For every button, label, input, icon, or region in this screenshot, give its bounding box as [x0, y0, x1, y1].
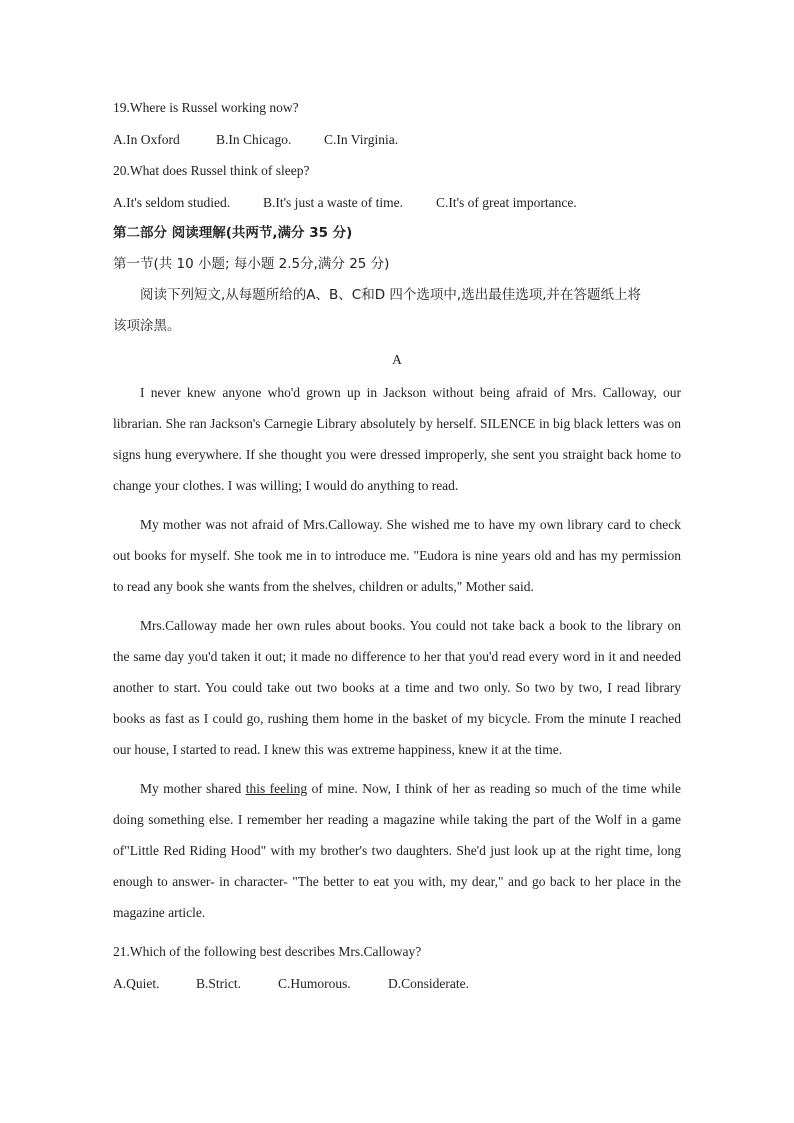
q19-option-a: A.In Oxford: [113, 132, 180, 147]
instruction-line-1: 阅读下列短文,从每题所给的A、B、C和D 四个选项中,选出最佳选项,并在答题纸上将: [140, 287, 641, 303]
instruction-line-2: 该项涂黑。: [113, 318, 181, 334]
q19-option-b: B.In Chicago.: [216, 132, 292, 147]
p4-text-before: My mother shared: [140, 781, 246, 796]
q21-option-a: A.Quiet.: [113, 976, 160, 991]
section-1-title: 第一节(共 10 小题; 每小题 2.5分,满分 25 分): [113, 256, 390, 272]
q20-option-b: B.It's just a waste of time.: [263, 195, 404, 210]
q20-option-a: A.It's seldom studied.: [113, 195, 231, 210]
passage-label: A: [392, 352, 402, 367]
passage-paragraph-3: Mrs.Calloway made her own rules about books. You could not take back a book to the library on the same day you'd taken it out; it made no difference to her that you'd read every word in it and needed another to start. You could take out two books at a time and two only. So two by two, I read library books as fast as I could go, rushing them home in the basket of my bicycle. From the minute I reached our house, I started to read. I knew this was extreme happiness, knew it at the time.: [113, 618, 681, 757]
question-21-stem: 21.Which of the following best describes Mrs.Calloway?: [113, 944, 422, 959]
p4-text-after: of mine. Now, I think of her as reading so much of the time while doing something else. I remember her reading a magazine while taking the part of the Wolf in a game of"Little Red Riding Hood" with my brother's two daughters. She'd just look up at the right time, long enough to answer- in character- "The better to eat you with, my dear," and go back to her place in the magazine article.: [113, 781, 681, 920]
q20-option-c: C.It's of great importance.: [436, 195, 577, 210]
underlined-phrase: this feeling: [245, 781, 308, 796]
exam-page: [113, 92, 681, 999]
passage-paragraph-2: My mother was not afraid of Mrs.Calloway. She wished me to have my own library card to check out books for myself. She took me in to introduce me. "Eudora is nine years old and has my permission to read any book she wants from the shelves, children or adults," Mother said.: [113, 517, 681, 594]
q21-option-d: D.Considerate.: [388, 976, 469, 991]
question-20-stem: 20.What does Russel think of sleep?: [113, 163, 310, 178]
question-19-options: [113, 124, 681, 155]
passage-paragraph-1: I never knew anyone who'd grown up in Jackson without being afraid of Mrs. Calloway, our librarian. She ran Jackson's Carnegie Library absolutely by herself. SILENCE in big black letters was on signs hung everywhere. If she thought you were dressed improperly, she sent you straight back home to change your clothes. I was willing; I would do anything to read.: [113, 385, 681, 493]
q19-option-c: C.In Virginia.: [324, 132, 399, 147]
question-19-stem: 19.Where is Russel working now?: [113, 100, 299, 115]
question-20-options: [113, 187, 681, 218]
question-21-options: [113, 968, 681, 999]
q21-option-b: B.Strict.: [196, 976, 242, 991]
part-2-title: 第二部分 阅读理解(共两节,满分 35 分): [113, 225, 353, 241]
passage-paragraph-4: [113, 773, 681, 928]
q21-option-c: C.Humorous.: [278, 976, 351, 991]
